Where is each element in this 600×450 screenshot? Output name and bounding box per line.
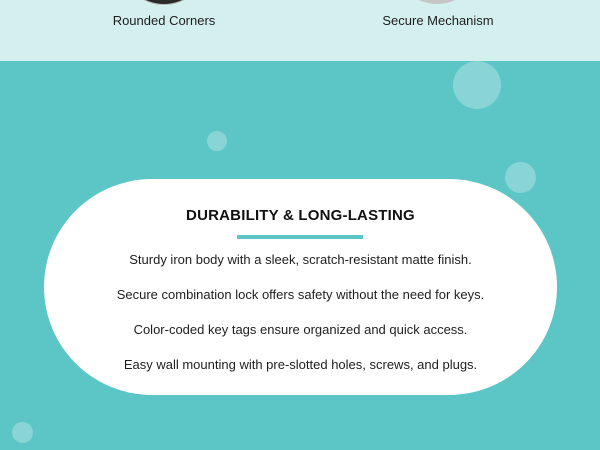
- feature-label-secure-mechanism: Secure Mechanism: [382, 13, 494, 28]
- title-underline: [237, 235, 363, 239]
- rounded-corners-image: [127, 0, 201, 4]
- feature-label-rounded-corners: Rounded Corners: [112, 13, 216, 28]
- feature-strip: [0, 0, 600, 61]
- feature-line: Easy wall mounting with pre-slotted holes, screws, and plugs.: [123, 357, 478, 372]
- decorative-bubble: [12, 422, 33, 443]
- decorative-bubble: [207, 131, 227, 151]
- durability-card: [44, 179, 557, 395]
- feature-line: Secure combination lock offers safety without the need for keys.: [116, 287, 485, 302]
- decorative-bubble: [453, 61, 501, 109]
- feature-line: Sturdy iron body with a sleek, scratch-resistant matte finish.: [129, 252, 472, 267]
- card-title: DURABILITY & LONG-LASTING: [186, 207, 415, 224]
- feature-line: Color-coded key tags ensure organized and quick access.: [133, 322, 468, 337]
- secure-mechanism-image: [400, 0, 474, 4]
- decorative-bubble: [505, 162, 536, 193]
